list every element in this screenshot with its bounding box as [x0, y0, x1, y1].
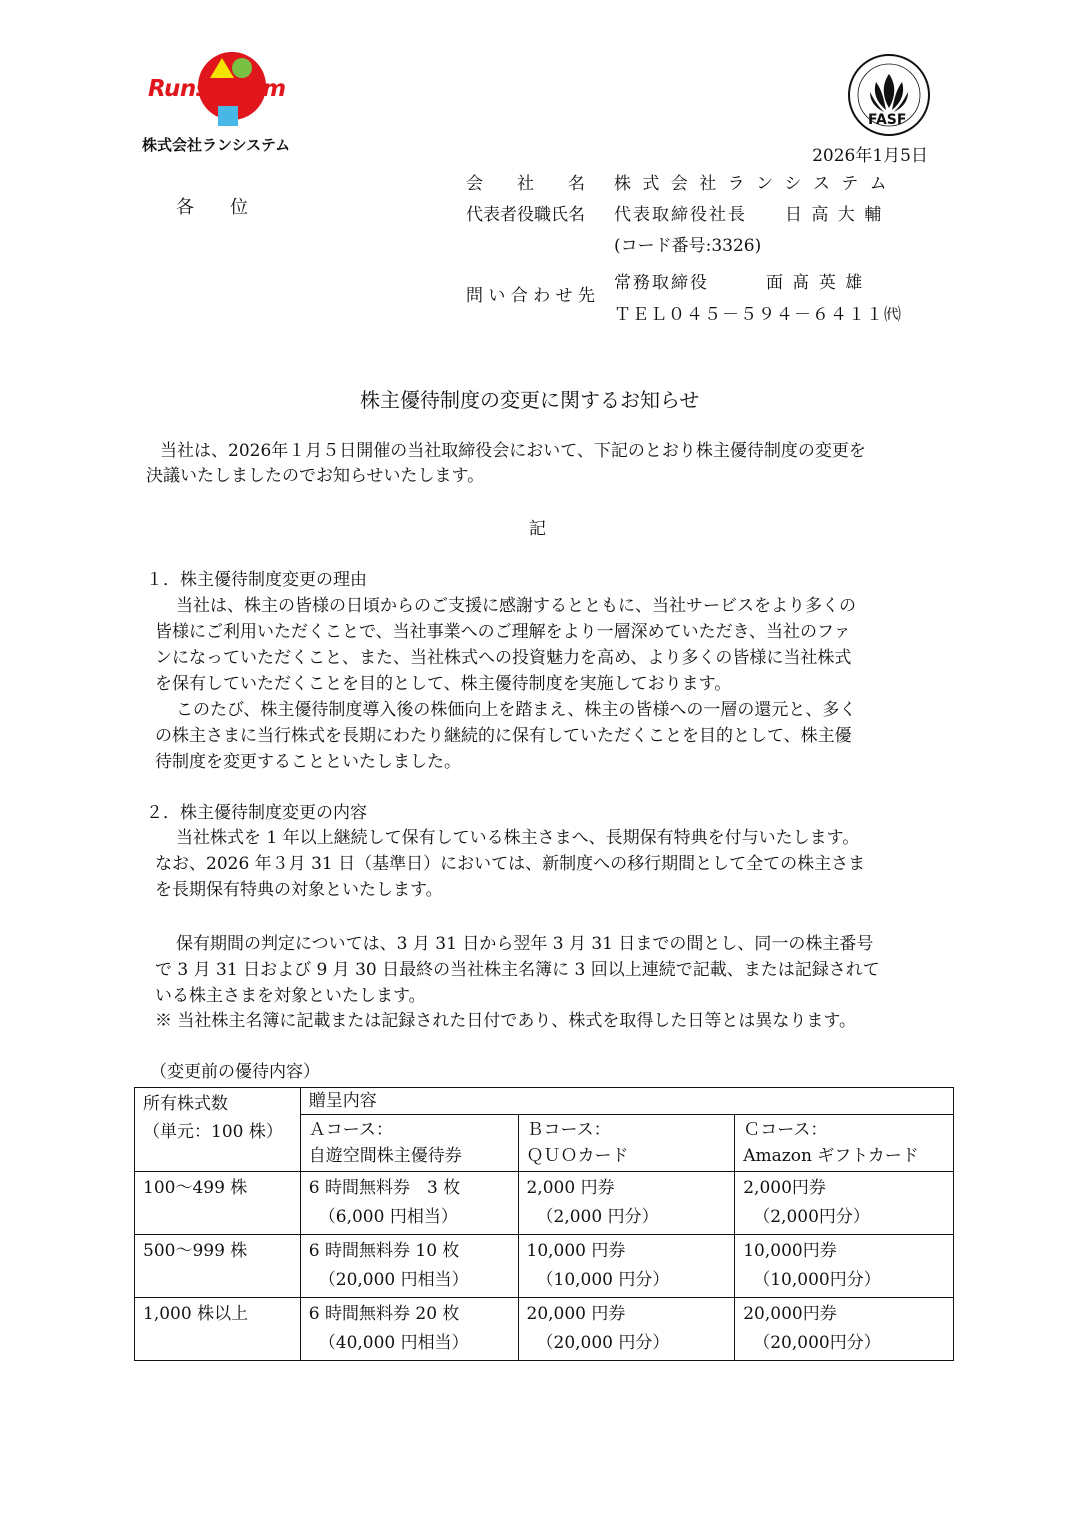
table-row	[135, 1298, 954, 1361]
course-c-value	[735, 1172, 954, 1235]
cell-line: （20,000 円相当）	[318, 1270, 469, 1290]
course-c-value	[735, 1298, 954, 1361]
shares-cell: 500〜999 株	[135, 1235, 301, 1298]
section2-note: ※ 当社株主名簿に記載または記録された日付であり、株式を取得した日等とは異なります。	[155, 1011, 857, 1031]
course-b-value	[518, 1172, 735, 1235]
shares-header-cell	[135, 1088, 301, 1172]
course-a-value	[300, 1172, 518, 1235]
table-row	[135, 1235, 954, 1298]
contact-value: 常務取締役 面 髙 英 雄	[614, 273, 865, 293]
table-row	[135, 1172, 954, 1235]
cell-line: 6 時間無料券 10 枚	[308, 1241, 460, 1261]
intro-line-1: 当社は、2026年１月５日開催の当社取締役会において、下記のとおり株主優待制度の変更を	[160, 441, 866, 461]
page-title: 株主優待制度の変更に関するお知らせ	[360, 388, 700, 412]
section2-line: なお、2026 年３月 31 日（基準日）においては、新制度への移行期間として全ての株主さま	[155, 854, 866, 874]
section2-heading: ２．株主優待制度変更の内容	[146, 803, 367, 823]
benefit-table	[134, 1087, 954, 1361]
cell-line: 2,000円券	[743, 1178, 826, 1198]
course-a-value	[300, 1298, 518, 1361]
course-a-desc: 自遊空間株主優待券	[308, 1146, 462, 1166]
course-a-name: Ａコース：	[308, 1120, 393, 1140]
intro-line-2: 決議いたしましたのでお知らせいたします。	[146, 466, 485, 486]
section2-line: で 3 月 31 日および 9 月 30 日最終の当社株主名簿に 3 回以上連続で記載、または記録されて	[155, 960, 880, 980]
representative-label: 代表者役職氏名	[466, 205, 585, 225]
course-a-value	[300, 1235, 518, 1298]
table-caption: （変更前の優待内容）	[150, 1062, 320, 1082]
section2-line: 保有期間の判定については、3 月 31 日から翌年 3 月 31 日までの間とし、同一の株主番号	[176, 934, 874, 954]
section1-line: このたび、株主優待制度導入後の株価向上を踏まえ、株主の皆様への一層の還元と、多く	[176, 700, 857, 720]
cell-line: 2,000 円券	[526, 1178, 615, 1198]
stock-code: (コード番号:3326)	[614, 236, 762, 256]
contact-label: 問 い 合 わ せ 先	[466, 286, 596, 306]
cell-line: （20,000 円分）	[536, 1333, 670, 1353]
course-c-cell	[735, 1115, 954, 1172]
section1-line: の株主さまに当行株式を長期にわたり継続的に保有していただくことを目的として、株主優	[155, 726, 852, 746]
table-header-row	[135, 1088, 954, 1115]
cell-line: 10,000円券	[743, 1241, 837, 1261]
gift-header: 贈呈内容	[300, 1088, 953, 1115]
course-b-value	[518, 1298, 735, 1361]
document-date: 2026年1月5日	[812, 146, 928, 166]
representative-value: 代表取締役社長 日 高 大 輔	[614, 205, 884, 225]
course-a-cell	[300, 1115, 518, 1172]
cell-line: 6 時間無料券 20 枚	[308, 1304, 460, 1324]
logo-company-name: 株式会社ランシステム	[142, 136, 291, 154]
company-value: 株 式 会 社 ラ ン シ ス テ ム	[614, 174, 890, 194]
fasf-seal	[846, 52, 932, 138]
cell-line: （10,000円分）	[753, 1270, 881, 1290]
contact-phone: ＴＥＬ０４５－５９４－６４１１㈹	[614, 305, 902, 325]
section1-line: 待制度を変更することといたしました。	[155, 752, 461, 772]
cell-line: （2,000 円分）	[536, 1207, 659, 1227]
section1-line: 皆様にご利用いただくことで、当社事業へのご理解をより一層深めていただき、当社のファ	[155, 622, 851, 642]
cell-line: 6 時間無料券 3 枚	[308, 1178, 461, 1198]
section1-line: を保有していただくことを目的として、株主優待制度を実施しております。	[155, 674, 732, 694]
addressee: 各 位	[176, 197, 248, 218]
cell-line: 10,000 円券	[526, 1241, 626, 1261]
fasf-seal-label: FASF	[868, 112, 907, 128]
shares-cell: 100〜499 株	[135, 1172, 301, 1235]
section2-line: を長期保有特典の対象といたします。	[155, 880, 443, 900]
shares-unit: （単元：100 株）	[143, 1122, 283, 1142]
course-c-value	[735, 1235, 954, 1298]
cell-line: （10,000 円分）	[536, 1270, 670, 1290]
course-c-name: Ｃコース：	[743, 1120, 828, 1140]
section2-line: 当社株式を 1 年以上継続して保有している株主さまへ、長期保有特典を付与いたします。	[176, 828, 860, 848]
cell-line: （20,000円分）	[753, 1333, 881, 1353]
cell-line: （40,000 円相当）	[318, 1333, 469, 1353]
cell-line: （2,000円分）	[753, 1207, 870, 1227]
course-b-cell	[518, 1115, 735, 1172]
course-b-desc: ＱＵＯカード	[526, 1146, 629, 1166]
course-c-desc: Amazon ギフトカード	[743, 1146, 919, 1166]
cell-line: （6,000 円相当）	[318, 1207, 458, 1227]
cell-line: 20,000 円券	[526, 1304, 626, 1324]
section1-line: 当社は、株主の皆様の日頃からのご支援に感謝するとともに、当社サービスをより多くの	[176, 596, 856, 616]
ki-marker: 記	[529, 519, 546, 539]
section1-heading: １．株主優待制度変更の理由	[146, 570, 367, 590]
shares-cell: 1,000 株以上	[135, 1298, 301, 1361]
section1-line: ンになっていただくこと、また、当社株式への投資魅力を高め、より多くの皆様に当社株式	[155, 648, 852, 668]
course-b-value	[518, 1235, 735, 1298]
company-logo	[142, 48, 312, 158]
course-b-name: Ｂコース：	[526, 1120, 611, 1140]
shares-header: 所有株式数	[143, 1094, 228, 1114]
logo-brand: Runsystem	[148, 76, 286, 102]
section2-line: いる株主さまを対象といたします。	[155, 986, 426, 1006]
company-label: 会 社 名	[466, 174, 585, 194]
cell-line: 20,000円券	[743, 1304, 837, 1324]
